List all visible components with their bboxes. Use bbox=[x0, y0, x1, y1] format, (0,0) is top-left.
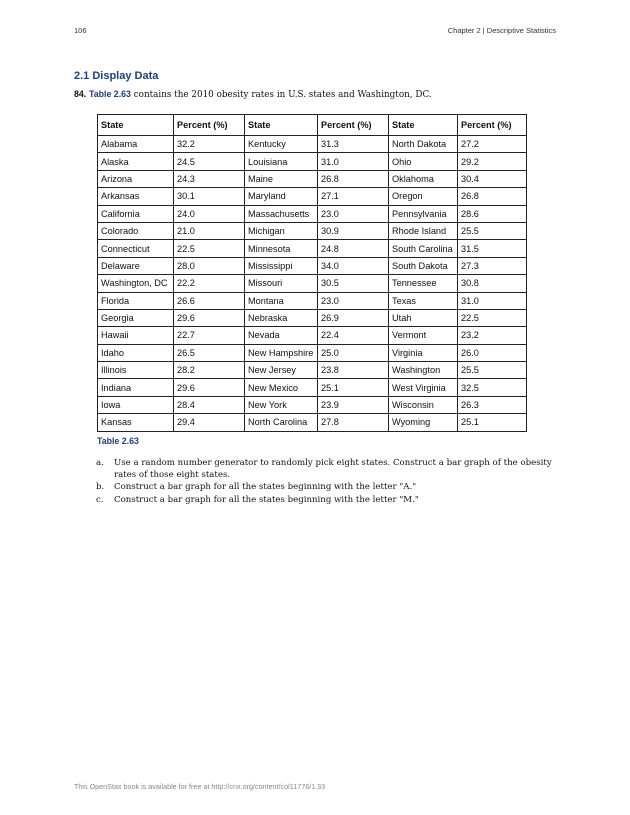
question-list bbox=[96, 458, 558, 507]
page-number: 106 bbox=[74, 26, 87, 35]
state-cell: Arkansas bbox=[98, 188, 174, 205]
state-cell: New York bbox=[245, 396, 318, 413]
percent-cell: 23.8 bbox=[318, 362, 389, 379]
state-cell: Tennessee bbox=[389, 275, 458, 292]
percent-cell: 31.3 bbox=[318, 136, 389, 153]
column-header: Percent (%) bbox=[458, 115, 527, 136]
state-cell: Maryland bbox=[245, 188, 318, 205]
percent-cell: 26.6 bbox=[174, 292, 245, 309]
percent-cell: 30.1 bbox=[174, 188, 245, 205]
percent-cell: 23.2 bbox=[458, 327, 527, 344]
state-cell: Oregon bbox=[389, 188, 458, 205]
column-header: Percent (%) bbox=[318, 115, 389, 136]
table-row bbox=[98, 396, 527, 413]
table-row bbox=[98, 292, 527, 309]
percent-cell: 23.0 bbox=[318, 292, 389, 309]
percent-cell: 22.5 bbox=[174, 240, 245, 257]
percent-cell: 29.2 bbox=[458, 153, 527, 170]
table-row bbox=[98, 222, 527, 239]
percent-cell: 25.1 bbox=[458, 414, 527, 431]
table-row bbox=[98, 170, 527, 187]
state-cell: Arizona bbox=[98, 170, 174, 187]
percent-cell: 29.6 bbox=[174, 309, 245, 326]
state-cell: Ohio bbox=[389, 153, 458, 170]
percent-cell: 31.0 bbox=[458, 292, 527, 309]
column-header: State bbox=[98, 115, 174, 136]
percent-cell: 29.4 bbox=[174, 414, 245, 431]
percent-cell: 23.0 bbox=[318, 205, 389, 222]
percent-cell: 27.2 bbox=[458, 136, 527, 153]
state-cell: Oklahoma bbox=[389, 170, 458, 187]
state-cell: Florida bbox=[98, 292, 174, 309]
table-row bbox=[98, 188, 527, 205]
state-cell: Wyoming bbox=[389, 414, 458, 431]
percent-cell: 29.6 bbox=[174, 379, 245, 396]
percent-cell: 32.2 bbox=[174, 136, 245, 153]
table-caption: Table 2.63 bbox=[97, 436, 139, 446]
state-cell: Virginia bbox=[389, 344, 458, 361]
state-cell: Georgia bbox=[98, 309, 174, 326]
question-text: Construct a bar graph for all the states beginning with the letter "A." bbox=[114, 482, 417, 492]
percent-cell: 22.4 bbox=[318, 327, 389, 344]
percent-cell: 21.0 bbox=[174, 222, 245, 239]
state-cell: Kentucky bbox=[245, 136, 318, 153]
percent-cell: 34.0 bbox=[318, 257, 389, 274]
percent-cell: 24.8 bbox=[318, 240, 389, 257]
table-reference-link[interactable]: Table 2.63 bbox=[89, 89, 131, 99]
state-cell: Idaho bbox=[98, 344, 174, 361]
state-cell: New Mexico bbox=[245, 379, 318, 396]
state-cell: New Jersey bbox=[245, 362, 318, 379]
percent-cell: 27.3 bbox=[458, 257, 527, 274]
table-row bbox=[98, 275, 527, 292]
percent-cell: 25.5 bbox=[458, 362, 527, 379]
state-cell: Alabama bbox=[98, 136, 174, 153]
percent-cell: 28.2 bbox=[174, 362, 245, 379]
state-cell: Wisconsin bbox=[389, 396, 458, 413]
state-cell: Indiana bbox=[98, 379, 174, 396]
table-row bbox=[98, 327, 527, 344]
percent-cell: 27.1 bbox=[318, 188, 389, 205]
percent-cell: 25.1 bbox=[318, 379, 389, 396]
state-cell: North Carolina bbox=[245, 414, 318, 431]
percent-cell: 26.8 bbox=[318, 170, 389, 187]
percent-cell: 26.8 bbox=[458, 188, 527, 205]
state-cell: Utah bbox=[389, 309, 458, 326]
state-cell: Massachusetts bbox=[245, 205, 318, 222]
percent-cell: 26.3 bbox=[458, 396, 527, 413]
percent-cell: 24.5 bbox=[174, 153, 245, 170]
percent-cell: 22.5 bbox=[458, 309, 527, 326]
state-cell: South Dakota bbox=[389, 257, 458, 274]
state-cell: Louisiana bbox=[245, 153, 318, 170]
state-cell: Iowa bbox=[98, 396, 174, 413]
table-row bbox=[98, 257, 527, 274]
page-header bbox=[74, 26, 556, 35]
state-cell: New Hampshire bbox=[245, 344, 318, 361]
question-item bbox=[96, 458, 558, 481]
percent-cell: 24.0 bbox=[174, 205, 245, 222]
exercise-text: contains the 2010 obesity rates in U.S. states and Washington, DC. bbox=[130, 90, 432, 100]
percent-cell: 22.7 bbox=[174, 327, 245, 344]
state-cell: Nevada bbox=[245, 327, 318, 344]
column-header: State bbox=[245, 115, 318, 136]
state-cell: Hawaii bbox=[98, 327, 174, 344]
state-cell: Alaska bbox=[98, 153, 174, 170]
percent-cell: 31.5 bbox=[458, 240, 527, 257]
exercise-intro bbox=[74, 89, 432, 100]
column-header: Percent (%) bbox=[174, 115, 245, 136]
question-text: Use a random number generator to randomly pick eight states. Construct a bar graph of the obesity rates of those eight states. bbox=[114, 458, 552, 480]
percent-cell: 26.0 bbox=[458, 344, 527, 361]
percent-cell: 32.5 bbox=[458, 379, 527, 396]
table-row bbox=[98, 344, 527, 361]
state-cell: Washington, DC bbox=[98, 275, 174, 292]
question-label: a. bbox=[96, 458, 104, 468]
state-cell: West Virginia bbox=[389, 379, 458, 396]
percent-cell: 28.6 bbox=[458, 205, 527, 222]
percent-cell: 22.2 bbox=[174, 275, 245, 292]
state-cell: California bbox=[98, 205, 174, 222]
table-row bbox=[98, 153, 527, 170]
state-cell: Pennsylvania bbox=[389, 205, 458, 222]
question-item bbox=[96, 495, 558, 507]
state-cell: Nebraska bbox=[245, 309, 318, 326]
percent-cell: 25.0 bbox=[318, 344, 389, 361]
percent-cell: 26.5 bbox=[174, 344, 245, 361]
question-item bbox=[96, 482, 558, 494]
table-row bbox=[98, 240, 527, 257]
state-cell: Michigan bbox=[245, 222, 318, 239]
percent-cell: 27.8 bbox=[318, 414, 389, 431]
table-row bbox=[98, 309, 527, 326]
state-cell: Mississippi bbox=[245, 257, 318, 274]
table-row bbox=[98, 379, 527, 396]
state-cell: Delaware bbox=[98, 257, 174, 274]
state-cell: Vermont bbox=[389, 327, 458, 344]
state-cell: Rhode Island bbox=[389, 222, 458, 239]
state-cell: Washington bbox=[389, 362, 458, 379]
section-title: 2.1 Display Data bbox=[74, 70, 159, 82]
percent-cell: 24.3 bbox=[174, 170, 245, 187]
percent-cell: 28.4 bbox=[174, 396, 245, 413]
question-label: b. bbox=[96, 482, 105, 492]
percent-cell: 25.5 bbox=[458, 222, 527, 239]
question-text: Construct a bar graph for all the states beginning with the letter "M." bbox=[114, 494, 419, 505]
table-header-row bbox=[98, 115, 527, 136]
percent-cell: 30.9 bbox=[318, 222, 389, 239]
percent-cell: 23.9 bbox=[318, 396, 389, 413]
state-cell: Illinois bbox=[98, 362, 174, 379]
question-label: c. bbox=[96, 494, 104, 505]
table-row bbox=[98, 136, 527, 153]
percent-cell: 28.0 bbox=[174, 257, 245, 274]
percent-cell: 26.9 bbox=[318, 309, 389, 326]
page-footer: This OpenStax book is available for free at http://cnx.org/content/col11776/1.33 bbox=[74, 782, 326, 791]
table-row bbox=[98, 205, 527, 222]
state-cell: Connecticut bbox=[98, 240, 174, 257]
state-cell: Minnesota bbox=[245, 240, 318, 257]
percent-cell: 30.8 bbox=[458, 275, 527, 292]
state-cell: Missouri bbox=[245, 275, 318, 292]
percent-cell: 31.0 bbox=[318, 153, 389, 170]
state-cell: Kansas bbox=[98, 414, 174, 431]
percent-cell: 30.5 bbox=[318, 275, 389, 292]
state-cell: South Carolina bbox=[389, 240, 458, 257]
state-cell: Colorado bbox=[98, 222, 174, 239]
column-header: State bbox=[389, 115, 458, 136]
state-cell: Texas bbox=[389, 292, 458, 309]
obesity-rates-table bbox=[97, 114, 527, 432]
table-row bbox=[98, 362, 527, 379]
state-cell: Maine bbox=[245, 170, 318, 187]
chapter-title: Chapter 2 | Descriptive Statistics bbox=[447, 26, 556, 35]
table-row bbox=[98, 414, 527, 431]
exercise-number: 84. bbox=[74, 89, 87, 99]
percent-cell: 30.4 bbox=[458, 170, 527, 187]
state-cell: North Dakota bbox=[389, 136, 458, 153]
state-cell: Montana bbox=[245, 292, 318, 309]
